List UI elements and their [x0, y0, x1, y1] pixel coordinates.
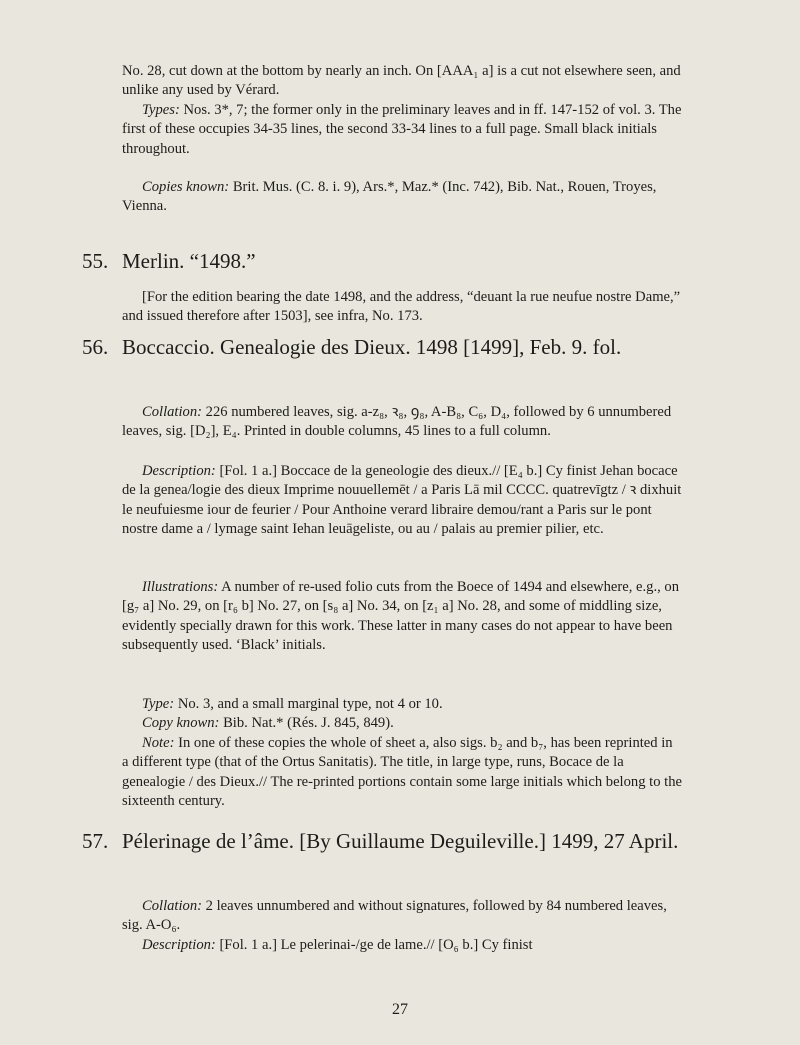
- entry-title: Pélerinage de l’âme. [By Guillaume Deguileville.] 1499, 27 April.: [122, 829, 679, 853]
- intro-copies: [122, 178, 682, 217]
- types-text: Nos. 3*, 7; the former only in the preliminary leaves and in ff. 147-152 of vol. 3. The first of these occupies 34-35 lines, the second 33-34 lines to a full page. Small black initials throughout.: [122, 102, 682, 157]
- types-label: Types:: [142, 102, 180, 118]
- entry-56-illustrations: [122, 578, 682, 656]
- entry-number: 56.: [82, 335, 109, 359]
- page-number: 27: [392, 1001, 408, 1018]
- description-text: [Fol. 1 a.] Boccace de la geneologie des dieux.// [E₄ b.] Cy finist Jehan bocace de la genea/logie des dieux Imprime nouuellemēt / a Paris Lā mil CCCC. quatrevīgtz / ꝛ dixhuit le neufuiesme iour de feurier / Pour Anthoine verard libraire demou/rant a Paris sur le pont nostre dame a / lymage saint Iehan leuāgeliste, ou au / palais au premier pilier, etc.: [122, 463, 682, 538]
- type-text: No. 3, and a small marginal type, not 4 or 10.: [177, 696, 443, 712]
- collation-label: Collation:: [142, 898, 202, 914]
- intro-paragraph: No. 28, cut down at the bottom by nearly an inch. On [AAA₁ a] is a cut not elsewhere seen, and unlike any used by Vérard.: [122, 63, 681, 99]
- description-label: Description:: [142, 463, 216, 479]
- intro-types: [122, 101, 682, 159]
- illustrations-text: A number of re-used folio cuts from the Boece of 1494 and elsewhere, e.g., on [g₇ a] No. 29, on [r₆ b] No. 27, on [s₈ a] No. 34, on [z₁ a] No. 28, and some of middling size, evidently specially drawn for this work. These latter in many cases do not appear to have been subsequently used. ‘Black’ initials.: [122, 579, 680, 654]
- collation-label: Collation:: [142, 404, 202, 420]
- copy-text: Bib. Nat.* (Rés. J. 845, 849).: [223, 715, 394, 731]
- copies-text: Brit. Mus. (C. 8. i. 9), Ars.*, Maz.* (Inc. 742), Bib. Nat., Rouen, Troyes, Vienna.: [122, 179, 657, 215]
- entry-56-type: [122, 695, 682, 714]
- description-text: [Fol. 1 a.] Le pelerinai-/ge de lame.// [O₆ b.] Cy finist: [219, 937, 533, 953]
- entry-57-collation: [122, 897, 682, 936]
- entry-57-heading: [82, 828, 722, 855]
- entry-number: 55.: [82, 249, 109, 273]
- copies-label: Copies known:: [142, 179, 230, 195]
- entry-57-description: [122, 936, 682, 955]
- note-text: In one of these copies the whole of sheet a, also sigs. b₂ and b₇, has been reprinted in a different type (that of the Ortus Sanitatis). The title, in large type, runs, Bocace de la genealogie / des Dieux.// The re-printed portions contain some large initials which belong to the sixteenth century.: [122, 735, 682, 810]
- entry-title: Merlin. “1498.”: [122, 249, 256, 273]
- entry-number: 57.: [82, 829, 109, 853]
- illustrations-label: Illustrations:: [142, 579, 219, 595]
- note-label: Note:: [142, 735, 175, 751]
- entry-title: Boccaccio. Genealogie des Dieux. 1498 [1499], Feb. 9. fol.: [122, 335, 622, 359]
- entry-55-heading: [82, 248, 722, 275]
- entry-56-heading: [82, 334, 722, 361]
- entry-56-collation: [122, 403, 682, 442]
- copy-label: Copy known:: [142, 715, 220, 731]
- entry-56-description: [122, 462, 682, 540]
- collation-text: 226 numbered leaves, sig. a-z₈, ꝛ₈, ꝯ₈, A-B₈, C₆, D₄, followed by 6 unnumbered leaves, sig. [D₂], E₄. Printed in double columns, 45 lines to a full column.: [122, 404, 672, 440]
- entry-55-note: [For the edition bearing the date 1498, and the address, “deuant la rue neufue nostre Dame,” and issued therefore after 1503], see infra, No. 173.: [122, 289, 681, 325]
- entry-56-note: [122, 734, 682, 812]
- collation-text: 2 leaves unnumbered and without signatures, followed by 84 numbered leaves, sig. A-O₆.: [122, 898, 667, 934]
- description-label: Description:: [142, 937, 216, 953]
- type-label: Type:: [142, 696, 175, 712]
- entry-56-copy: [122, 714, 682, 733]
